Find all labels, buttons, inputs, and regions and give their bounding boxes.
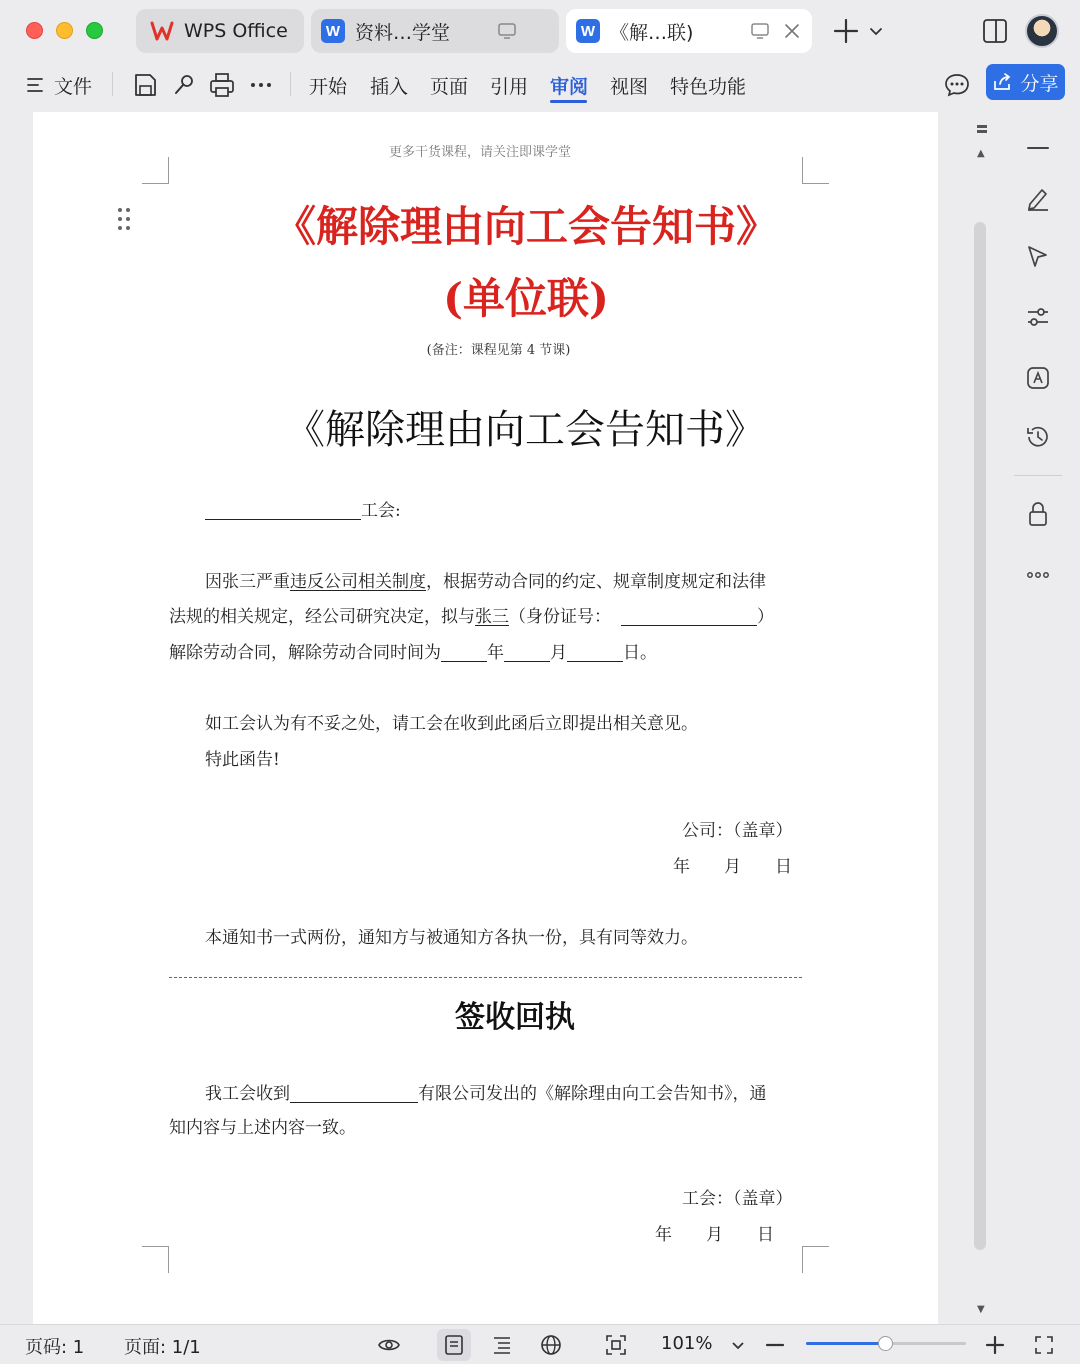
scroll-up-arrow-icon[interactable]: ▲	[977, 148, 985, 159]
chat-icon[interactable]	[943, 71, 971, 99]
zoom-slider-knob[interactable]	[878, 1336, 893, 1351]
cloud-sync-icon	[497, 21, 517, 41]
web-view-icon[interactable]	[539, 1333, 563, 1357]
union-signature: 工会：（盖章）	[682, 1189, 793, 1209]
tab-label: 资料…学堂	[355, 21, 451, 44]
minimize-window-button[interactable]	[56, 22, 73, 39]
text-run: 因张三严重	[205, 572, 290, 592]
share-button[interactable]	[986, 64, 1065, 100]
paragraph-2: 如工会认为有不妥之处，请工会在收到此函后立即提出相关意见。	[205, 714, 698, 734]
tab-label: 《解…联)	[610, 21, 694, 44]
copies-note: 本通知书一式两份，通知方与被通知方各执一份，具有同等效力。	[205, 928, 698, 948]
right-side-panel	[1000, 112, 1080, 1324]
paragraph-1-line-2	[169, 602, 774, 627]
scroll-down-arrow-icon[interactable]: ▼	[977, 1304, 985, 1315]
text-run: 解除劳动合同，解除劳动合同时间为	[169, 643, 441, 663]
cloud-sync-icon	[750, 21, 770, 41]
addressee-line	[205, 496, 401, 521]
user-avatar[interactable]	[1025, 14, 1059, 48]
page-header-note: 更多干货课程，请关注即课学堂	[389, 145, 572, 160]
close-window-button[interactable]	[26, 22, 43, 39]
collapse-panel-icon[interactable]	[1024, 134, 1052, 162]
text-run: 我工会收到	[205, 1084, 290, 1104]
file-menu[interactable]	[26, 72, 92, 98]
select-cursor-icon[interactable]	[1024, 243, 1052, 271]
divider	[112, 72, 113, 96]
month-label: 月	[550, 643, 567, 663]
receipt-title: 签收回执	[455, 1000, 575, 1035]
fullscreen-icon[interactable]	[1032, 1333, 1056, 1357]
wps-logo-icon	[150, 19, 174, 43]
new-tab-icon[interactable]	[832, 17, 860, 45]
share-icon	[992, 72, 1012, 92]
menu-special-features[interactable]: 特色功能	[670, 75, 747, 98]
crop-mark	[802, 157, 829, 184]
menu-view[interactable]: 视图	[610, 75, 649, 98]
zoom-in-icon[interactable]	[983, 1333, 1007, 1357]
title-bar	[0, 0, 1080, 62]
active-menu-indicator	[550, 100, 587, 103]
course-note: (备注：课程见第 4 节课)	[426, 343, 571, 358]
text-run: （身份证号：	[509, 607, 611, 627]
history-icon[interactable]	[1024, 423, 1052, 451]
chevron-down-icon[interactable]	[866, 21, 886, 41]
cut-line	[169, 977, 802, 978]
ruler-toggle-icon[interactable]	[975, 124, 989, 138]
outline-view-icon[interactable]	[490, 1333, 514, 1357]
blank-field[interactable]	[205, 503, 361, 520]
toolbar	[0, 62, 1080, 110]
print-icon[interactable]	[208, 71, 236, 99]
word-doc-icon: W	[576, 19, 600, 43]
menu-start[interactable]: 开始	[309, 75, 348, 98]
text-run: 有限公司发出的《解除理由向工会告知书》，通	[418, 1084, 767, 1104]
share-label: 分享	[1020, 72, 1059, 95]
addressee-suffix: 工会:	[361, 501, 401, 521]
zoom-level[interactable]: 101%	[661, 1333, 713, 1354]
paragraph-1-line-3	[169, 638, 657, 663]
menu-insert[interactable]: 插入	[370, 75, 409, 98]
company-signature: 公司：（盖章）	[682, 821, 793, 841]
main-title: 《解除理由向工会告知书》	[285, 407, 765, 453]
month-blank[interactable]	[504, 645, 550, 662]
menu-page[interactable]: 页面	[430, 75, 469, 98]
text-run: 法规的相关规定，经公司研究决定，拟与	[169, 607, 475, 627]
panel-divider	[1014, 475, 1062, 476]
word-doc-icon: W	[321, 19, 345, 43]
union-date: 年 月 日	[655, 1225, 774, 1245]
menu-review[interactable]: 审阅	[550, 75, 589, 98]
year-blank[interactable]	[441, 645, 487, 662]
ai-writing-icon[interactable]	[1024, 364, 1052, 392]
underlined-text: 违反公司相关制度	[290, 572, 426, 592]
zoom-out-icon[interactable]	[763, 1333, 787, 1357]
tab-document-resources[interactable]	[311, 9, 559, 53]
tab-wps-home[interactable]	[136, 9, 304, 53]
crop-mark	[142, 1246, 169, 1273]
file-menu-label: 文件	[54, 75, 93, 98]
menu-references[interactable]: 引用	[490, 75, 529, 98]
divider	[290, 72, 291, 96]
underlined-name: 张三	[475, 607, 509, 627]
close-tab-icon[interactable]	[782, 21, 802, 41]
hamburger-icon	[26, 76, 44, 94]
tab-document-active[interactable]	[566, 9, 812, 53]
maximize-window-button[interactable]	[86, 22, 103, 39]
year-label: 年	[487, 643, 504, 663]
tab-label: WPS Office	[184, 20, 288, 42]
eye-reading-mode-icon[interactable]	[377, 1333, 401, 1357]
zoom-dropdown-chevron-icon[interactable]	[726, 1333, 750, 1357]
zoom-slider-fill	[806, 1342, 886, 1345]
day-label: 日。	[623, 643, 657, 663]
receipt-line-1	[205, 1079, 767, 1104]
focus-mode-icon[interactable]	[604, 1333, 628, 1357]
layout-toggle-icon[interactable]	[981, 17, 1009, 45]
red-title-line1: 《解除理由向工会告知书》	[273, 202, 778, 251]
save-icon[interactable]	[131, 71, 159, 99]
page-view-icon[interactable]	[442, 1333, 466, 1357]
vertical-scrollbar[interactable]	[974, 222, 986, 1250]
page-count-label[interactable]: 页面: 1/1	[124, 1337, 201, 1358]
crop-mark	[142, 157, 169, 184]
text-run: ，根据劳动合同的约定、规章制度规定和法律	[426, 572, 766, 592]
format-painter-icon[interactable]	[170, 71, 198, 99]
red-title-line2: (单位联)	[443, 274, 609, 323]
company-name-blank[interactable]	[290, 1086, 418, 1103]
company-date: 年 月 日	[673, 857, 792, 877]
settings-sliders-icon[interactable]	[1024, 303, 1052, 331]
text-run: ）	[757, 607, 774, 627]
page-code-label: 页码: 1	[25, 1337, 85, 1358]
pen-edit-icon[interactable]	[1024, 184, 1052, 212]
receipt-line-2: 知内容与上述内容一致。	[169, 1118, 356, 1138]
crop-mark	[802, 1246, 829, 1273]
id-number-blank[interactable]	[621, 609, 757, 626]
paragraph-3: 特此函告!	[205, 750, 280, 770]
lock-icon[interactable]	[1024, 500, 1052, 528]
day-blank[interactable]	[567, 645, 623, 662]
more-tools-icon[interactable]	[1024, 561, 1052, 589]
paragraph-1-line-1	[205, 567, 766, 592]
more-options-icon[interactable]	[247, 71, 275, 99]
